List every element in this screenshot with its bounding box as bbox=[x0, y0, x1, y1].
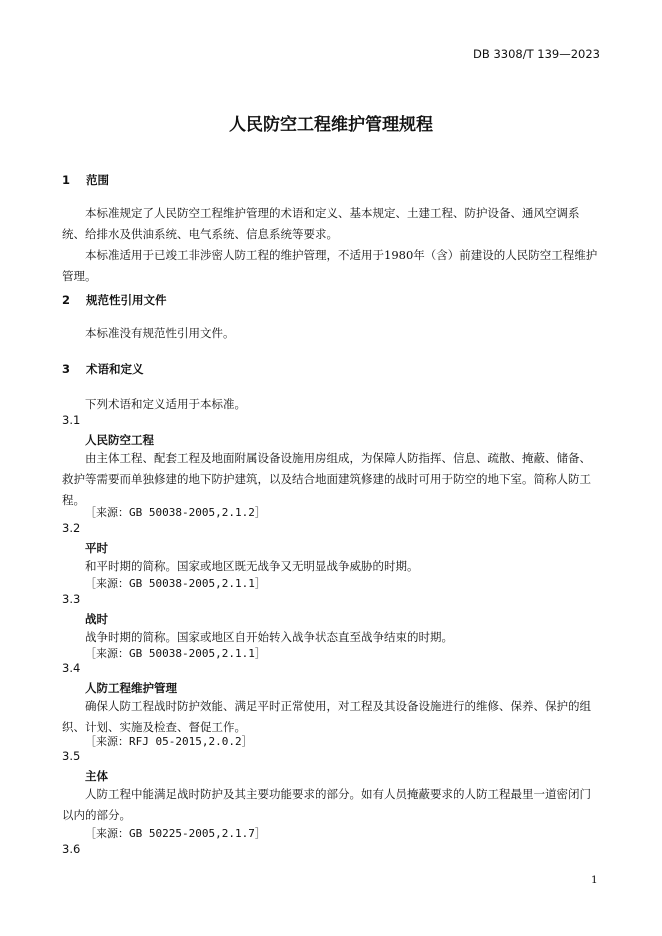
term-definition: 由主体工程、配套工程及地面附属设备设施用房组成，为保障人防指挥、信息、疏散、掩蔽、储备、救护等需要而单独修建的地下防护建筑，以及结合地面建筑修建的战时可用于防空的地下室。简称人防工程。 bbox=[62, 451, 591, 507]
term-source: ［来源：GB 50038-2005,2.1.2］ bbox=[85, 506, 266, 519]
term-definition: 人防工程中能满足战时防护及其主要功能要求的部分。如有人员掩蔽要求的人防工程最里一道密闭门以内的部分。 bbox=[62, 787, 591, 822]
term-number: 3.6 bbox=[62, 842, 81, 856]
section-2-heading bbox=[62, 292, 167, 308]
term-name: 战时 bbox=[85, 612, 108, 626]
term-definition: 和平时期的简称。国家或地区既无战争又无明显战争威胁的时期。 bbox=[85, 559, 419, 573]
term-source: ［来源：GB 50038-2005,2.1.1］ bbox=[85, 647, 266, 660]
term-source: ［来源：GB 50225-2005,2.1.7］ bbox=[85, 827, 266, 840]
document-id: DB 3308/T 139—2023 bbox=[473, 47, 600, 61]
term-name: 主体 bbox=[85, 769, 108, 783]
paragraph: 本标准适用于已竣工非涉密人防工程的维护管理，不适用于1980年（含）前建设的人民防空工程维护管理。 bbox=[62, 248, 598, 283]
term-source: ［来源：GB 50038-2005,2.1.1］ bbox=[85, 577, 266, 590]
term-number: 3.2 bbox=[62, 521, 81, 535]
term-source: ［来源：RFJ 05-2015,2.0.2］ bbox=[85, 735, 253, 748]
section-1-heading bbox=[62, 172, 109, 188]
term-definition: 确保人防工程战时防护效能、满足平时正常使用，对工程及其设备设施进行的维修、保养、保护的组织、计划、实施及检查、督促工作。 bbox=[62, 699, 591, 734]
term-name: 人民防空工程 bbox=[85, 433, 154, 447]
section-number: 2 bbox=[62, 293, 71, 307]
section-number: 3 bbox=[62, 362, 71, 376]
paragraph: 本标准规定了人民防空工程维护管理的术语和定义、基本规定、土建工程、防护设备、通风空调系统、给排水及供油系统、电气系统、信息系统等要求。 bbox=[62, 206, 580, 241]
document-title: 人民防空工程维护管理规程 bbox=[229, 115, 433, 135]
term-number: 3.5 bbox=[62, 749, 81, 763]
page-number: 1 bbox=[591, 874, 598, 886]
term-number: 3.3 bbox=[62, 592, 81, 606]
paragraph: 本标准没有规范性引用文件。 bbox=[85, 326, 235, 340]
paragraph: 下列术语和定义适用于本标准。 bbox=[85, 397, 246, 411]
term-name: 平时 bbox=[85, 541, 108, 555]
section-title: 范围 bbox=[86, 173, 110, 187]
section-3-heading bbox=[62, 361, 144, 377]
section-number: 1 bbox=[62, 173, 71, 187]
term-definition: 战争时期的简称。国家或地区自开始转入战争状态直至战争结束的时期。 bbox=[85, 630, 453, 644]
term-number: 3.1 bbox=[62, 413, 81, 427]
section-title: 术语和定义 bbox=[86, 362, 144, 376]
term-name: 人防工程维护管理 bbox=[85, 681, 177, 695]
term-number: 3.4 bbox=[62, 661, 81, 675]
section-title: 规范性引用文件 bbox=[86, 293, 167, 307]
